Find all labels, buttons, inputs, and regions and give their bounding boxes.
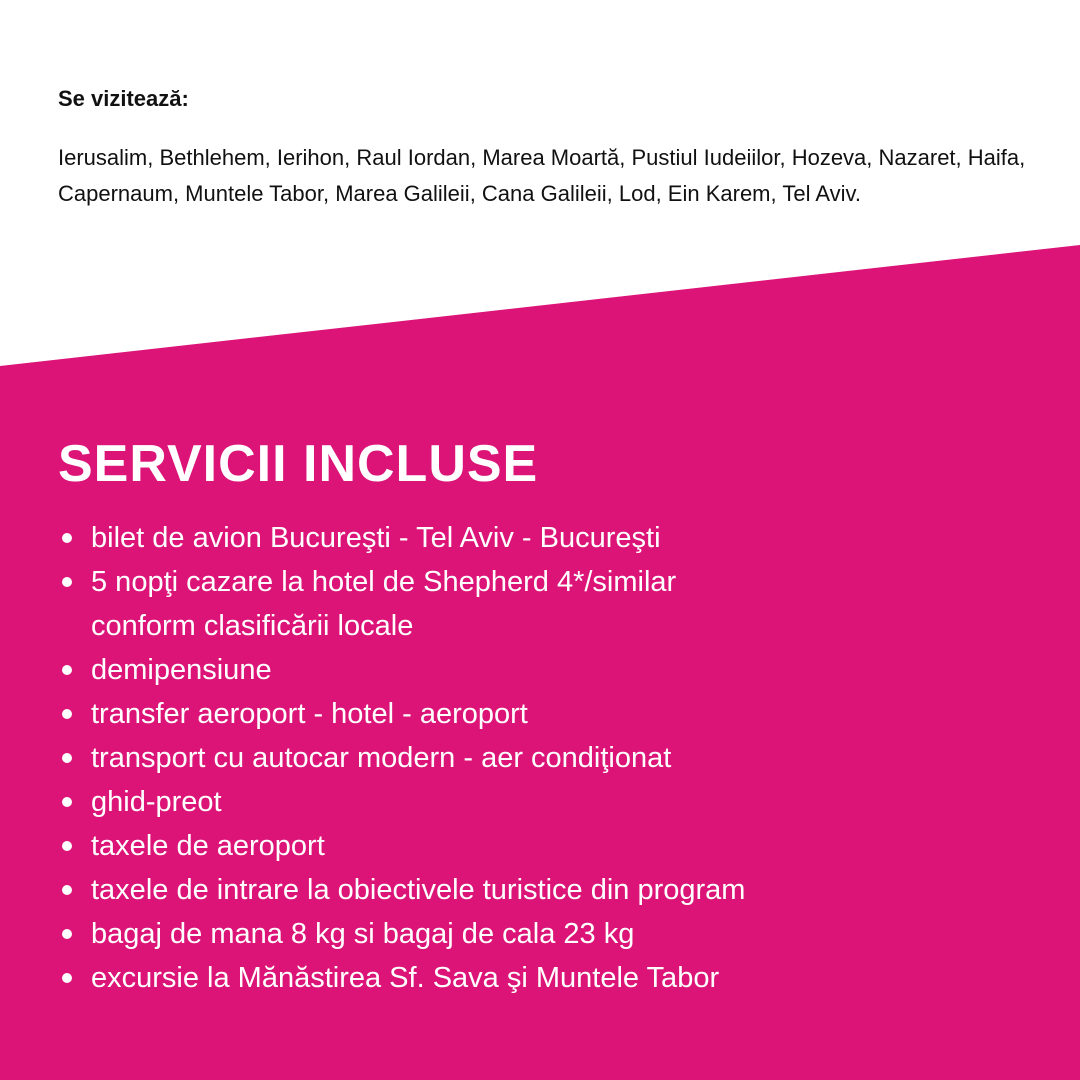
list-item — [58, 912, 1038, 956]
bullet-icon — [62, 973, 72, 983]
services-title: SERVICII INCLUSE — [58, 435, 539, 493]
list-item-text: taxele de aeroport — [91, 830, 325, 862]
visit-section — [58, 82, 1038, 212]
bullet-icon — [62, 929, 72, 939]
bullet-icon — [62, 753, 72, 763]
bullet-icon — [62, 533, 72, 543]
list-item-text-continued: conform clasificării locale — [91, 610, 414, 642]
visit-places-text: Ierusalim, Bethlehem, Ierihon, Raul Iordan, Marea Moartă, Pustiul Iudeiilor, Hozeva, Nazaret, Haifa, Capernaum, Muntele Tabor, Marea Galileii, Cana Galileii, Lod, Ein Karem, Tel Aviv. — [58, 145, 1026, 206]
bullet-icon — [62, 577, 72, 587]
list-item — [58, 736, 1038, 780]
list-item — [58, 648, 1038, 692]
list-item — [58, 692, 1038, 736]
bullet-icon — [62, 885, 72, 895]
list-item-text: bilet de avion Bucureşti - Tel Aviv - Bucureşti — [91, 522, 661, 554]
list-item — [58, 560, 1038, 648]
list-item — [58, 516, 1038, 560]
bullet-icon — [62, 797, 72, 807]
list-item-text: transfer aeroport - hotel - aeroport — [91, 698, 528, 730]
list-item — [58, 780, 1038, 824]
bullet-icon — [62, 841, 72, 851]
list-item-text: taxele de intrare la obiectivele turistice din program — [91, 874, 746, 906]
list-item-text: ghid-preot — [91, 786, 222, 818]
list-item-text: bagaj de mana 8 kg si bagaj de cala 23 kg — [91, 918, 635, 950]
services-list — [58, 516, 1038, 1000]
list-item-text: 5 nopţi cazare la hotel de Shepherd 4*/similar — [91, 566, 677, 598]
list-item-text: demipensiune — [91, 654, 272, 686]
list-item — [58, 868, 1038, 912]
bullet-icon — [62, 709, 72, 719]
list-item — [58, 956, 1038, 1000]
list-item — [58, 824, 1038, 868]
list-item-text: transport cu autocar modern - aer condiţionat — [91, 742, 672, 774]
visit-heading: Se vizitează: — [58, 86, 189, 111]
list-item-text: excursie la Mănăstirea Sf. Sava şi Muntele Tabor — [91, 962, 720, 994]
services-section — [58, 428, 1038, 1000]
bullet-icon — [62, 665, 72, 675]
